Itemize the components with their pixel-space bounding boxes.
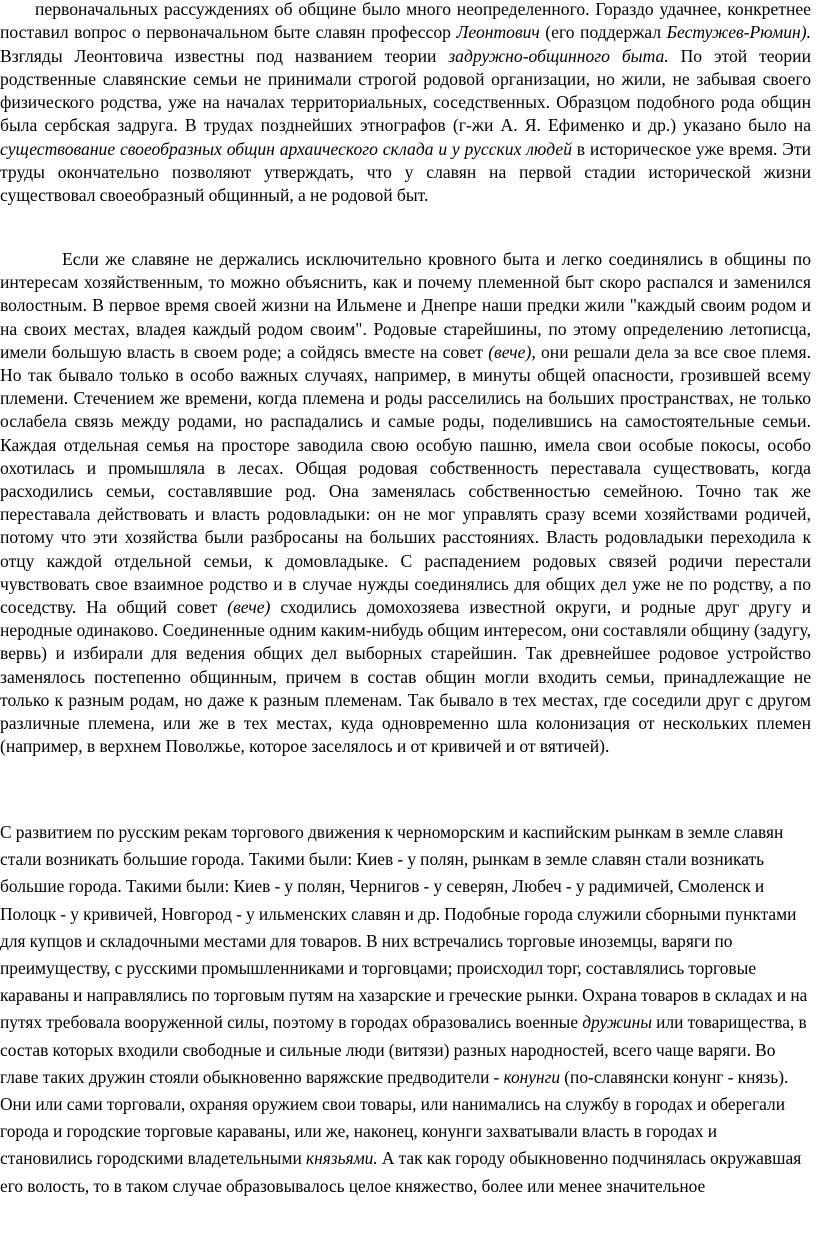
- italic-term: князьями.: [305, 1148, 378, 1169]
- text-run: Если же славяне не держались исключительно кровного быта и легко соединялись в общины по интересам хозяйственным, то можно объяснить, как и почему племенной быт скоро распался и заменился волостным. В первое время своей жизни на Ильмене и Днепре наши предки жили "каждый своим родом и на своих местах, владея каждый родом своим". Родовые старейшины, по этому определению летописца, имели большую власть в своем роде; а сойдясь вместе на совет: [0, 249, 811, 362]
- italic-term: Бестужев-Рюмин).: [666, 22, 811, 43]
- text-run: С развитием по русским рекам торгового движения к черноморским и каспийским рынкам в земле славян стали возникать большие города. Такими были: Киев - у полян, рынкам в земле славян стали возникать большие города. Такими были: Киев - у полян, Чернигов - у северян, Любеч - у радимичей, Смоленск и Полоцк - у кривичей, Новгород - у ильменских славян и др. Подобные города служили сборными пунктами для купцов и складочными местами для товаров. В них встречались торговые иноземцы, варяги по преимуществу, с русскими промышленниками и торговцами; происходил торг, составлялись торговые караваны и направлялись по торговым путям на хазарские и греческие рынки. Охрана товаров в складах и на путях требовала вооруженной силы, поэтому в городах образовались военные: [0, 822, 808, 1033]
- italic-term: (вече): [227, 597, 271, 618]
- italic-term: конунги: [503, 1066, 561, 1087]
- paragraph-trade-cities: [0, 819, 816, 1200]
- text-run: сходились домохозяева известной округи, и родные друг другу и неродные одинаково. Соединенные одним каким-нибудь общим интересом, они составляли общину (задугу, вервь) и избирали для ведения общих дел выборных старейшин. Так древнейшее родовое устройство заменялось постепенно общинным, причем в состав общин могли входить семьи, принадлежащие не только к разным родам, но даже к разным племенам. Так бывало в тех местах, где соседили друг с другом различные племена, или же в тех местах, куда одновременно шла колонизация от нескольких племен (например, в верхнем Поволжье, которое заселялось и от кривичей и от вятичей).: [0, 597, 811, 757]
- italic-term: задружно-общинного быта.: [448, 45, 669, 66]
- text-run: (его поддержал: [539, 22, 667, 43]
- italic-term: Леонтович: [456, 22, 540, 43]
- italic-term: (вече),: [488, 341, 536, 362]
- text-run: или товарищества, в состав которых входили свободные и сильные люди (витязи) разных народностей, всего чаще варяги. Во главе таких дружин стояли обыкновенно варяжские предводители -: [0, 1012, 807, 1087]
- italic-term: дружины: [582, 1012, 653, 1033]
- text-run: А так как городу обыкновенно подчинялась окружавшая его волость, то в таком случае образовывалось целое княжество, более или менее значительное: [0, 1148, 802, 1196]
- text-run: они решали дела за все свое племя. Но так бывало только в особо важных случаях, например, в минуты общей опасности, грозившей всему племени. Стечением же времени, когда племена и роды расселились на больших пространствах, не только ослабела связь между родами, но распадались и самые роды, поделившись на самостоятельные семьи. Каждая отдельная семья на просторе заводила свою особую пашню, имела свои особые покосы, особо охотилась и промышляла в лесах. Общая родовая собственность переставала существовать, когда расходились семьи, составлявшие род. Она заменялась собственностью семейною. Точно так же переставала действовать и власть родовладыки: он не мог управлять сразу всеми хозяйствами родичей, потому что эти хозяйства были разбросаны на больших расстояниях. Власть родовладыки переходила к отцу каждой отдельной семьи, к домовладыке. С распадением родовых связей родичи перестали чувствовать свое взаимное родство и в случае нужды соединялись для общих дел уже не по родству, а по соседству. На общий совет: [0, 341, 812, 618]
- paragraph-commune-theory: [0, 0, 816, 208]
- italic-term: существование своеобразных общин архаического склада и у русских людей: [0, 138, 572, 159]
- text-run: в историческое уже время. Эти труды окончательно позволяют утверждать, что у славян на первой стадии исторической жизни существовал своеобразный общинный, а не родовой быт.: [0, 138, 811, 206]
- text-run: первоначальных рассуждениях об общине было много неопределенного. Гораздо удачнее, конкретнее поставил вопрос о первоначальном быте славян профессор: [0, 0, 811, 43]
- text-run: (по-славянски конунг - князь). Они или сами торговали, охраняя оружием свои товары, или нанимались на службу в городах и оберегали города и городские торговые караваны, или же, наконец, конунги захватывали власть в городах и становились городскими владетельными: [0, 1066, 789, 1169]
- text-run: По этой теории родственные славянские семьи не принимали строгой родовой организации, но жили, не забывая своего физического родства, уже на началах территориальных, соседственных. Образцом подобного рода общин была сербская задруга. В трудах позднейших этнографов (г-жи А. Я. Ефименко и др.) указано было на: [0, 45, 811, 136]
- paragraph-volost-transition: [0, 248, 816, 758]
- text-run: Взгляды Леонтовича известны под названием теории: [0, 45, 449, 66]
